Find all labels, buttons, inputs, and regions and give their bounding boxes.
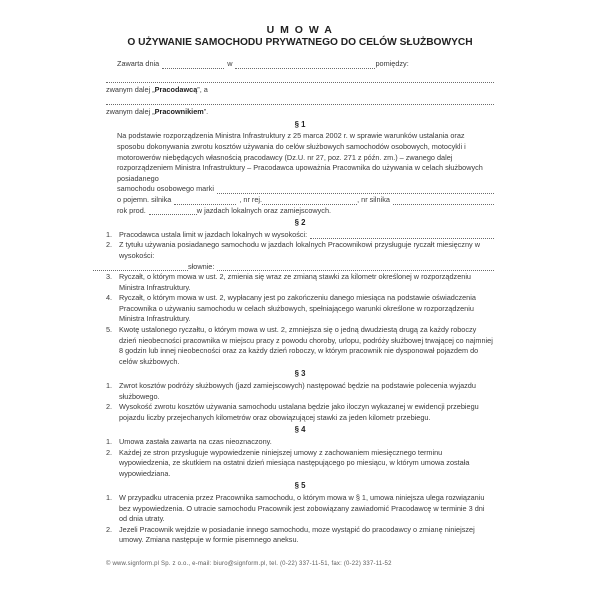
employer-clause-pre: zwanym dalej „ [106,84,155,94]
car-brand-field[interactable] [217,185,494,194]
item-number: 2. [106,447,113,457]
amount-row [93,262,494,273]
amount-field[interactable] [93,262,188,271]
list-item-s5-2 [106,525,494,546]
local-limit-field[interactable] [310,230,494,239]
item-text: Jezeli Pracownik wejdzie w posiadanie innego samochodu, moze wystąpić do pracodawcy o zmianę niniejszej umowy. Zmiana następuje w formie pisemnego aneksu. [119,524,475,545]
car-brand-label: samochodu osobowego marki [117,184,214,194]
item-text: Ryczałt, o którym mowa w ust. 2, wypłacany jest po zakończeniu danego miesiąca na podstawie oświadczenia Pracownika o używaniu samochodu w celach służbowych, spełniającego warunki określone w rozporządzeniu Ministra Infrastruktury. [119,293,476,324]
item-text: W przypadku utracenia przez Pracownika samochodu, o którym mowa w § 1, umowa niniejsza ulega rozwiązaniu bez wypowiedzenia. O utracie samochodu Pracownik jest zobowiązany zawiadomić Pracodawcę w terminie 3 dni od dnia utraty. [119,492,485,524]
employer-clause [106,85,494,96]
item-number: 2. [106,524,113,534]
engine-capacity-label: o pojemn. silnika [117,194,172,204]
document-content [106,24,494,546]
prod-year-suffix: w jazdach lokalnych oraz zamiejscowych. [196,205,332,215]
employer-term: Pracodawcą [154,84,198,94]
prod-year-field[interactable] [149,206,197,215]
section-2-heading: § 2 [294,218,306,228]
item-number: 2. [106,402,113,412]
section-1-paragraph: Na podstawie rozporządzenia Ministra Infrastruktury z 25 marca 2002 r. w sprawie warunków ustalania oraz sposobu dokonywania zwrotu kosztów używania do celów służbowych samochodów osobowych, motocykli i motorowerów niebędących własnością pracodawcy (Dz.U. nr 27, poz. 271 z późn. zm.) – zwanego dalej rozporządzeniem Ministra Infrastruktury – Pracodawca upoważnia Pracownika do używania w celach służbowych posiadanego [117,131,483,183]
list-item-s2-4 [106,293,494,325]
item-text: Z tytułu używania posiadanego samochodu w jazdach lokalnych Pracownikowi przysługuje ryczałt miesięczny w wysokości: [119,240,480,260]
section-5-heading: § 5 [294,481,306,491]
list-item-s5-1 [106,493,494,525]
engine-number-field[interactable] [393,196,494,205]
list-item-s2-2 [106,240,494,261]
item-number: 1. [106,492,113,502]
doc-subtitle: O UŻYWANIE SAMOCHODU PRYWATNEGO DO CELÓW SŁUŻBOWYCH [127,37,473,48]
section-3-heading: § 3 [294,369,306,379]
engine-capacity-field[interactable] [174,196,236,205]
item-number: 1. [106,229,113,239]
prod-year-label: rok prod. [117,205,146,215]
section-4-heading: § 4 [294,425,306,435]
list-item-s4-1 [106,437,494,448]
item-number: 1. [106,437,113,446]
item-text: Wysokość zwrotu kosztów używania samochodu ustalana będzie jako iloczyn wykazanej w ewidencji przebiegu pojazdu liczby przejechanych kilometrów oraz obowiązującej stawki za jeden kilometr przebiegu. [119,402,479,422]
date-label: Zawarta dnia [117,59,160,68]
reg-number-label: , nr rej. [239,194,263,204]
item-text: Kwotę ustalonego ryczałtu, o którym mowa w ust. 2, zmniejsza się o jedną dwudziestą drugą za każdy roboczy dzień nieobecności pracownika w miejscu pracy z powodu choroby, urlopu, podróży służbowej trwającej co najmniej 8 godzin lub innej nieobecności oraz za każdy dzień roboczy, w którym pracownik nie dysponował pojazdem do celów służbowych. [119,325,493,366]
list-item-s2-3 [106,272,494,293]
list-item-s2-1 [106,230,494,241]
employee-clause [106,107,494,118]
list-item-s3-1 [106,381,494,402]
reg-number-field[interactable] [262,196,357,205]
item-number: 4. [106,293,113,303]
employee-clause-post: ”. [203,107,209,117]
list-item-s3-2 [106,402,494,423]
between-label: pomiędzy: [375,59,409,68]
item-number: 3. [106,272,113,282]
item-text: Pracodawca ustala limit w jazdach lokalnych w wysokości: [119,229,308,239]
place-field[interactable] [235,60,375,69]
date-field[interactable] [162,60,224,69]
item-text: Umowa zastała zawarta na czas nieoznaczony. [119,437,272,446]
amount-words-label: słownie: [188,261,215,271]
engine-number-label: , nr silnika [357,194,390,204]
section-1-heading: § 1 [294,119,306,129]
prod-year-row [117,206,494,217]
list-item-s4-2 [106,448,494,480]
item-number: 2. [106,240,113,250]
amount-words-field[interactable] [217,262,494,271]
item-text: Każdej ze stron przysługuje wypowiedzenie niniejszej umowy z zachowaniem miesięcznego terminu wypowiedzenia, ze skutkiem na ostatni dzień miesiąca następującego po miesiącu, w którym umowa została wypowiedziana. [119,447,470,478]
publisher-footer: © www.signform.pl Sp. z o.o., e-mail: biuro@signform.pl, tel. (0-22) 337-11-51, fax: (0-22) 337-11-52 [106,561,392,567]
car-details-row [117,195,494,206]
employer-name-field[interactable] [106,82,494,83]
employer-clause-post: ”, a [197,84,208,94]
car-brand-row [117,184,494,195]
item-number: 1. [106,381,113,391]
doc-title: U M O W A [266,24,334,36]
employee-term: Pracownikiem [154,107,204,117]
item-text: Zwrot kosztów podróży służbowych (jazd zamiejscowych) następować będzie na podstawie polecenia wyjazdu służbowego. [119,381,476,401]
item-number: 5. [106,325,113,335]
list-item-s2-5 [106,325,494,367]
employee-clause-pre: zwanym dalej „ [106,107,155,117]
place-preposition: w [227,59,233,68]
employee-name-field[interactable] [106,104,494,105]
conclusion-line [117,59,494,70]
item-text: Ryczałt, o którym mowa w ust. 2, zmienia się wraz ze zmianą stawki za kilometr określonej w rozporządzeniu Ministra Infrastruktury. [119,272,471,292]
